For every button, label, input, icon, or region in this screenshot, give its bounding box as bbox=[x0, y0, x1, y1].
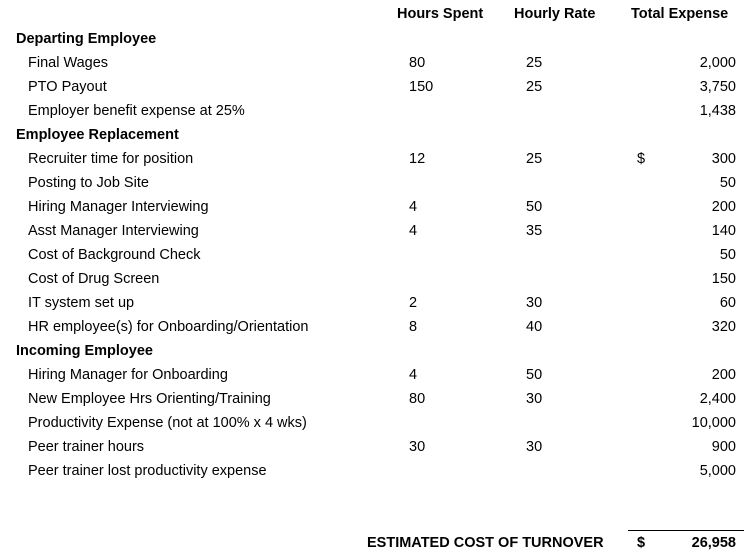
total-cell: 140 bbox=[711, 223, 736, 239]
total-cell: 1,438 bbox=[699, 103, 736, 119]
hours-cell: 80 bbox=[409, 391, 426, 407]
expense-row bbox=[0, 196, 756, 220]
expense-row bbox=[0, 436, 756, 460]
estimated-total-dollar: $ bbox=[637, 535, 646, 551]
total-cell: 50 bbox=[719, 175, 736, 191]
column-header-hours: Hours Spent bbox=[397, 6, 484, 22]
expense-label: Hiring Manager Interviewing bbox=[28, 199, 209, 215]
expense-row bbox=[0, 244, 756, 268]
section-heading: Departing Employee bbox=[16, 31, 157, 47]
estimated-total-value: 26,958 bbox=[691, 535, 736, 551]
rate-cell: 25 bbox=[526, 151, 543, 167]
total-cell: 200 bbox=[711, 199, 736, 215]
rate-cell: 30 bbox=[526, 391, 543, 407]
hours-cell: 30 bbox=[409, 439, 426, 455]
rate-cell: 40 bbox=[526, 319, 543, 335]
section-heading-row bbox=[0, 340, 756, 364]
total-cell: 150 bbox=[711, 271, 736, 287]
column-header-rate: Hourly Rate bbox=[514, 6, 596, 22]
column-header-total: Total Expense bbox=[631, 6, 729, 22]
rate-cell: 25 bbox=[526, 79, 543, 95]
hours-cell: 12 bbox=[409, 151, 426, 167]
expense-label: HR employee(s) for Onboarding/Orientation bbox=[28, 319, 309, 335]
expense-row bbox=[0, 220, 756, 244]
total-cell: 3,750 bbox=[699, 79, 736, 95]
total-cell: 2,000 bbox=[699, 55, 736, 71]
expense-row bbox=[0, 460, 756, 484]
total-cell: 60 bbox=[719, 295, 736, 311]
rate-cell: 35 bbox=[526, 223, 543, 239]
hours-cell: 150 bbox=[409, 79, 434, 95]
expense-label: PTO Payout bbox=[28, 79, 107, 95]
expense-label: Asst Manager Interviewing bbox=[28, 223, 199, 239]
total-cell: 5,000 bbox=[699, 463, 736, 479]
expense-row bbox=[0, 148, 756, 172]
rate-cell: 25 bbox=[526, 55, 543, 71]
total-cell: 2,400 bbox=[699, 391, 736, 407]
total-cell: 320 bbox=[711, 319, 736, 335]
hours-cell: 8 bbox=[409, 319, 418, 335]
expense-row bbox=[0, 292, 756, 316]
total-cell: 200 bbox=[711, 367, 736, 383]
expense-row bbox=[0, 388, 756, 412]
expense-label: Hiring Manager for Onboarding bbox=[28, 367, 228, 383]
section-heading: Incoming Employee bbox=[16, 343, 153, 359]
expense-label: Posting to Job Site bbox=[28, 175, 149, 191]
rate-cell: 50 bbox=[526, 199, 543, 215]
section-heading: Employee Replacement bbox=[16, 127, 179, 143]
hours-cell: 80 bbox=[409, 55, 426, 71]
hours-cell: 2 bbox=[409, 295, 418, 311]
section-heading-row bbox=[0, 124, 756, 148]
expense-label: Final Wages bbox=[28, 55, 109, 71]
rate-cell: 30 bbox=[526, 295, 543, 311]
estimated-total-row bbox=[0, 533, 756, 557]
total-cell: 10,000 bbox=[691, 415, 736, 431]
expense-label: Peer trainer lost productivity expense bbox=[28, 463, 267, 479]
expense-row bbox=[0, 412, 756, 436]
estimated-total-label: ESTIMATED COST OF TURNOVER bbox=[367, 535, 604, 551]
expense-label: New Employee Hrs Orienting/Training bbox=[28, 391, 271, 407]
expense-label: Recruiter time for position bbox=[28, 151, 194, 167]
hours-cell: 4 bbox=[409, 199, 418, 215]
expense-label: Peer trainer hours bbox=[28, 439, 145, 455]
expense-row bbox=[0, 316, 756, 340]
total-cell: 50 bbox=[719, 247, 736, 263]
expense-row bbox=[0, 76, 756, 100]
expense-row bbox=[0, 364, 756, 388]
rate-cell: 30 bbox=[526, 439, 543, 455]
dollar-sign: $ bbox=[637, 151, 646, 167]
section-heading-row bbox=[0, 28, 756, 52]
expense-row bbox=[0, 268, 756, 292]
expense-row bbox=[0, 172, 756, 196]
total-cell: 300 bbox=[711, 151, 736, 167]
rate-cell: 50 bbox=[526, 367, 543, 383]
expense-row bbox=[0, 100, 756, 124]
hours-cell: 4 bbox=[409, 367, 418, 383]
hours-cell: 4 bbox=[409, 223, 418, 239]
expense-label: Productivity Expense (not at 100% x 4 wks) bbox=[28, 415, 307, 431]
expense-label: Cost of Drug Screen bbox=[28, 271, 160, 287]
total-underline bbox=[628, 530, 744, 531]
expense-row bbox=[0, 52, 756, 76]
expense-label: Cost of Background Check bbox=[28, 247, 201, 263]
total-cell: 900 bbox=[711, 439, 736, 455]
expense-label: Employer benefit expense at 25% bbox=[28, 103, 245, 119]
expense-label: IT system set up bbox=[28, 295, 135, 311]
